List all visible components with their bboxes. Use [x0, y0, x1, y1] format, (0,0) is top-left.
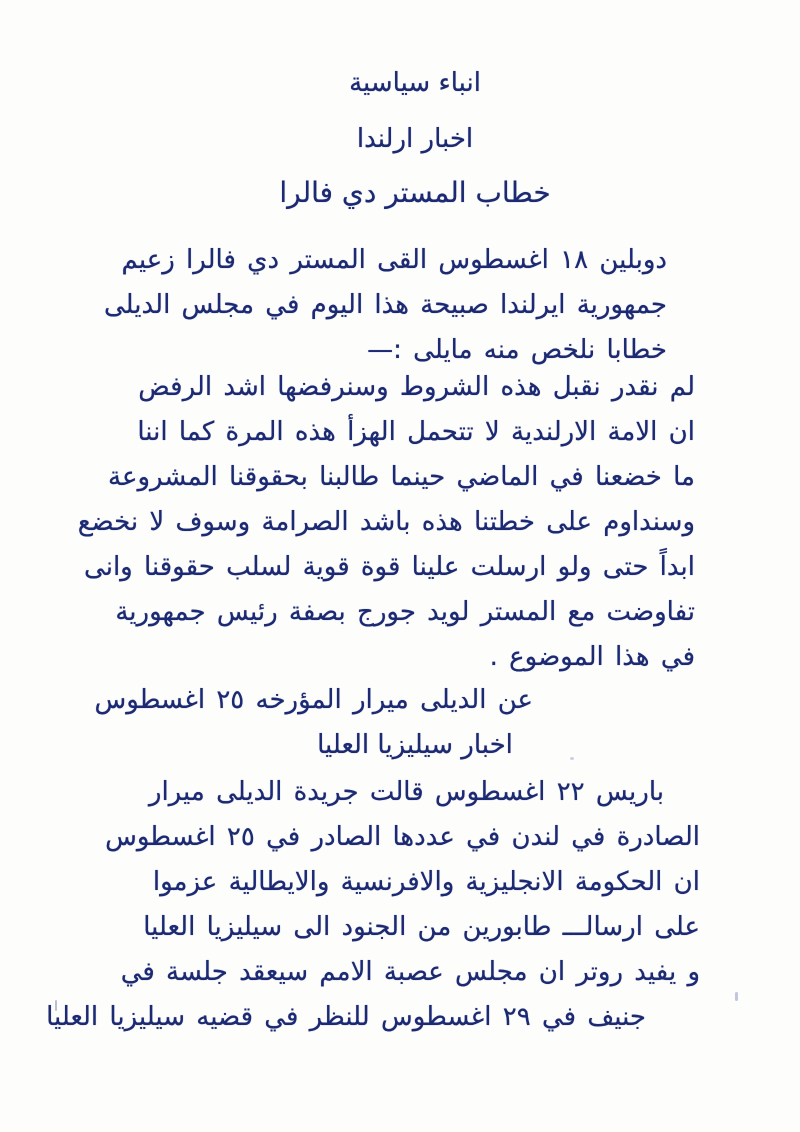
text-line: في هذا الموضوع .	[489, 642, 695, 672]
text-line: و يفيد روتر ان مجلس عصبة الامم سيعقد جلسة في	[120, 957, 700, 987]
text-line: ما خضعنا في الماضي حينما طالبنا بحقوقنا المشروعة	[108, 462, 695, 492]
silesia-paragraph	[46, 770, 700, 1040]
headline-ireland-news: اخبار ارلندا	[356, 124, 474, 154]
ink-speck	[55, 1000, 57, 1011]
text-line: دوبلين ١٨ اغسطوس القى المستر دي فالرا زعيم	[121, 245, 667, 275]
headline-de-valera-speech: خطاب المستر دي فالرا	[279, 176, 551, 209]
text-line: وسنداوم على خطتنا هذه باشد الصرامة وسوف لا نخضع	[77, 507, 695, 537]
text-line: الصادرة في لندن في عددها الصادر في ٢٥ اغسطوس	[105, 822, 700, 852]
source-attribution-daily-mirror: عن الديلى ميرار المؤرخه ٢٥ اغسطوس	[94, 685, 533, 715]
headline-upper-silesia-news: اخبار سيليزيا العليا	[317, 730, 513, 760]
ireland-paragraph-intro	[104, 238, 667, 373]
text-line: لم نقدر نقبل هذه الشروط وسنرفضها اشد الرفض	[138, 372, 695, 402]
text-line: تفاوضت مع المستر لويد جورج بصفة رئيس جمهورية	[115, 597, 695, 627]
text-line: باريس ٢٢ اغسطوس قالت جريدة الديلى ميرار	[148, 777, 664, 807]
text-line: ان الامة الارلندية لا تتحمل الهزأ هذه المرة كما اننا	[137, 417, 695, 447]
text-line: جمهورية ايرلندا صبيحة هذا اليوم في مجلس الديلى	[103, 290, 667, 320]
text-line: ان الحكومة الانجليزية والافرنسية والايطالية عزموا	[152, 867, 700, 897]
ink-speck	[570, 757, 574, 760]
text-line: ابداً حتى ولو ارسلت علينا قوة قوية لسلب حقوقنا وانى	[84, 552, 695, 582]
ink-speck	[735, 992, 738, 1001]
text-line: جنيف في ٢٩ اغسطوس للنظر في قضيه سيليزيا العليا	[46, 1002, 646, 1032]
text-line: على ارسالـــ طابورين من الجنود الى سيليزيا العليا	[143, 912, 700, 942]
text-line: خطابا نلخص منه مايلى :—	[367, 335, 667, 365]
headline-political-news: انباء سياسية	[349, 68, 481, 98]
ireland-paragraph-speech-quote	[78, 365, 695, 680]
